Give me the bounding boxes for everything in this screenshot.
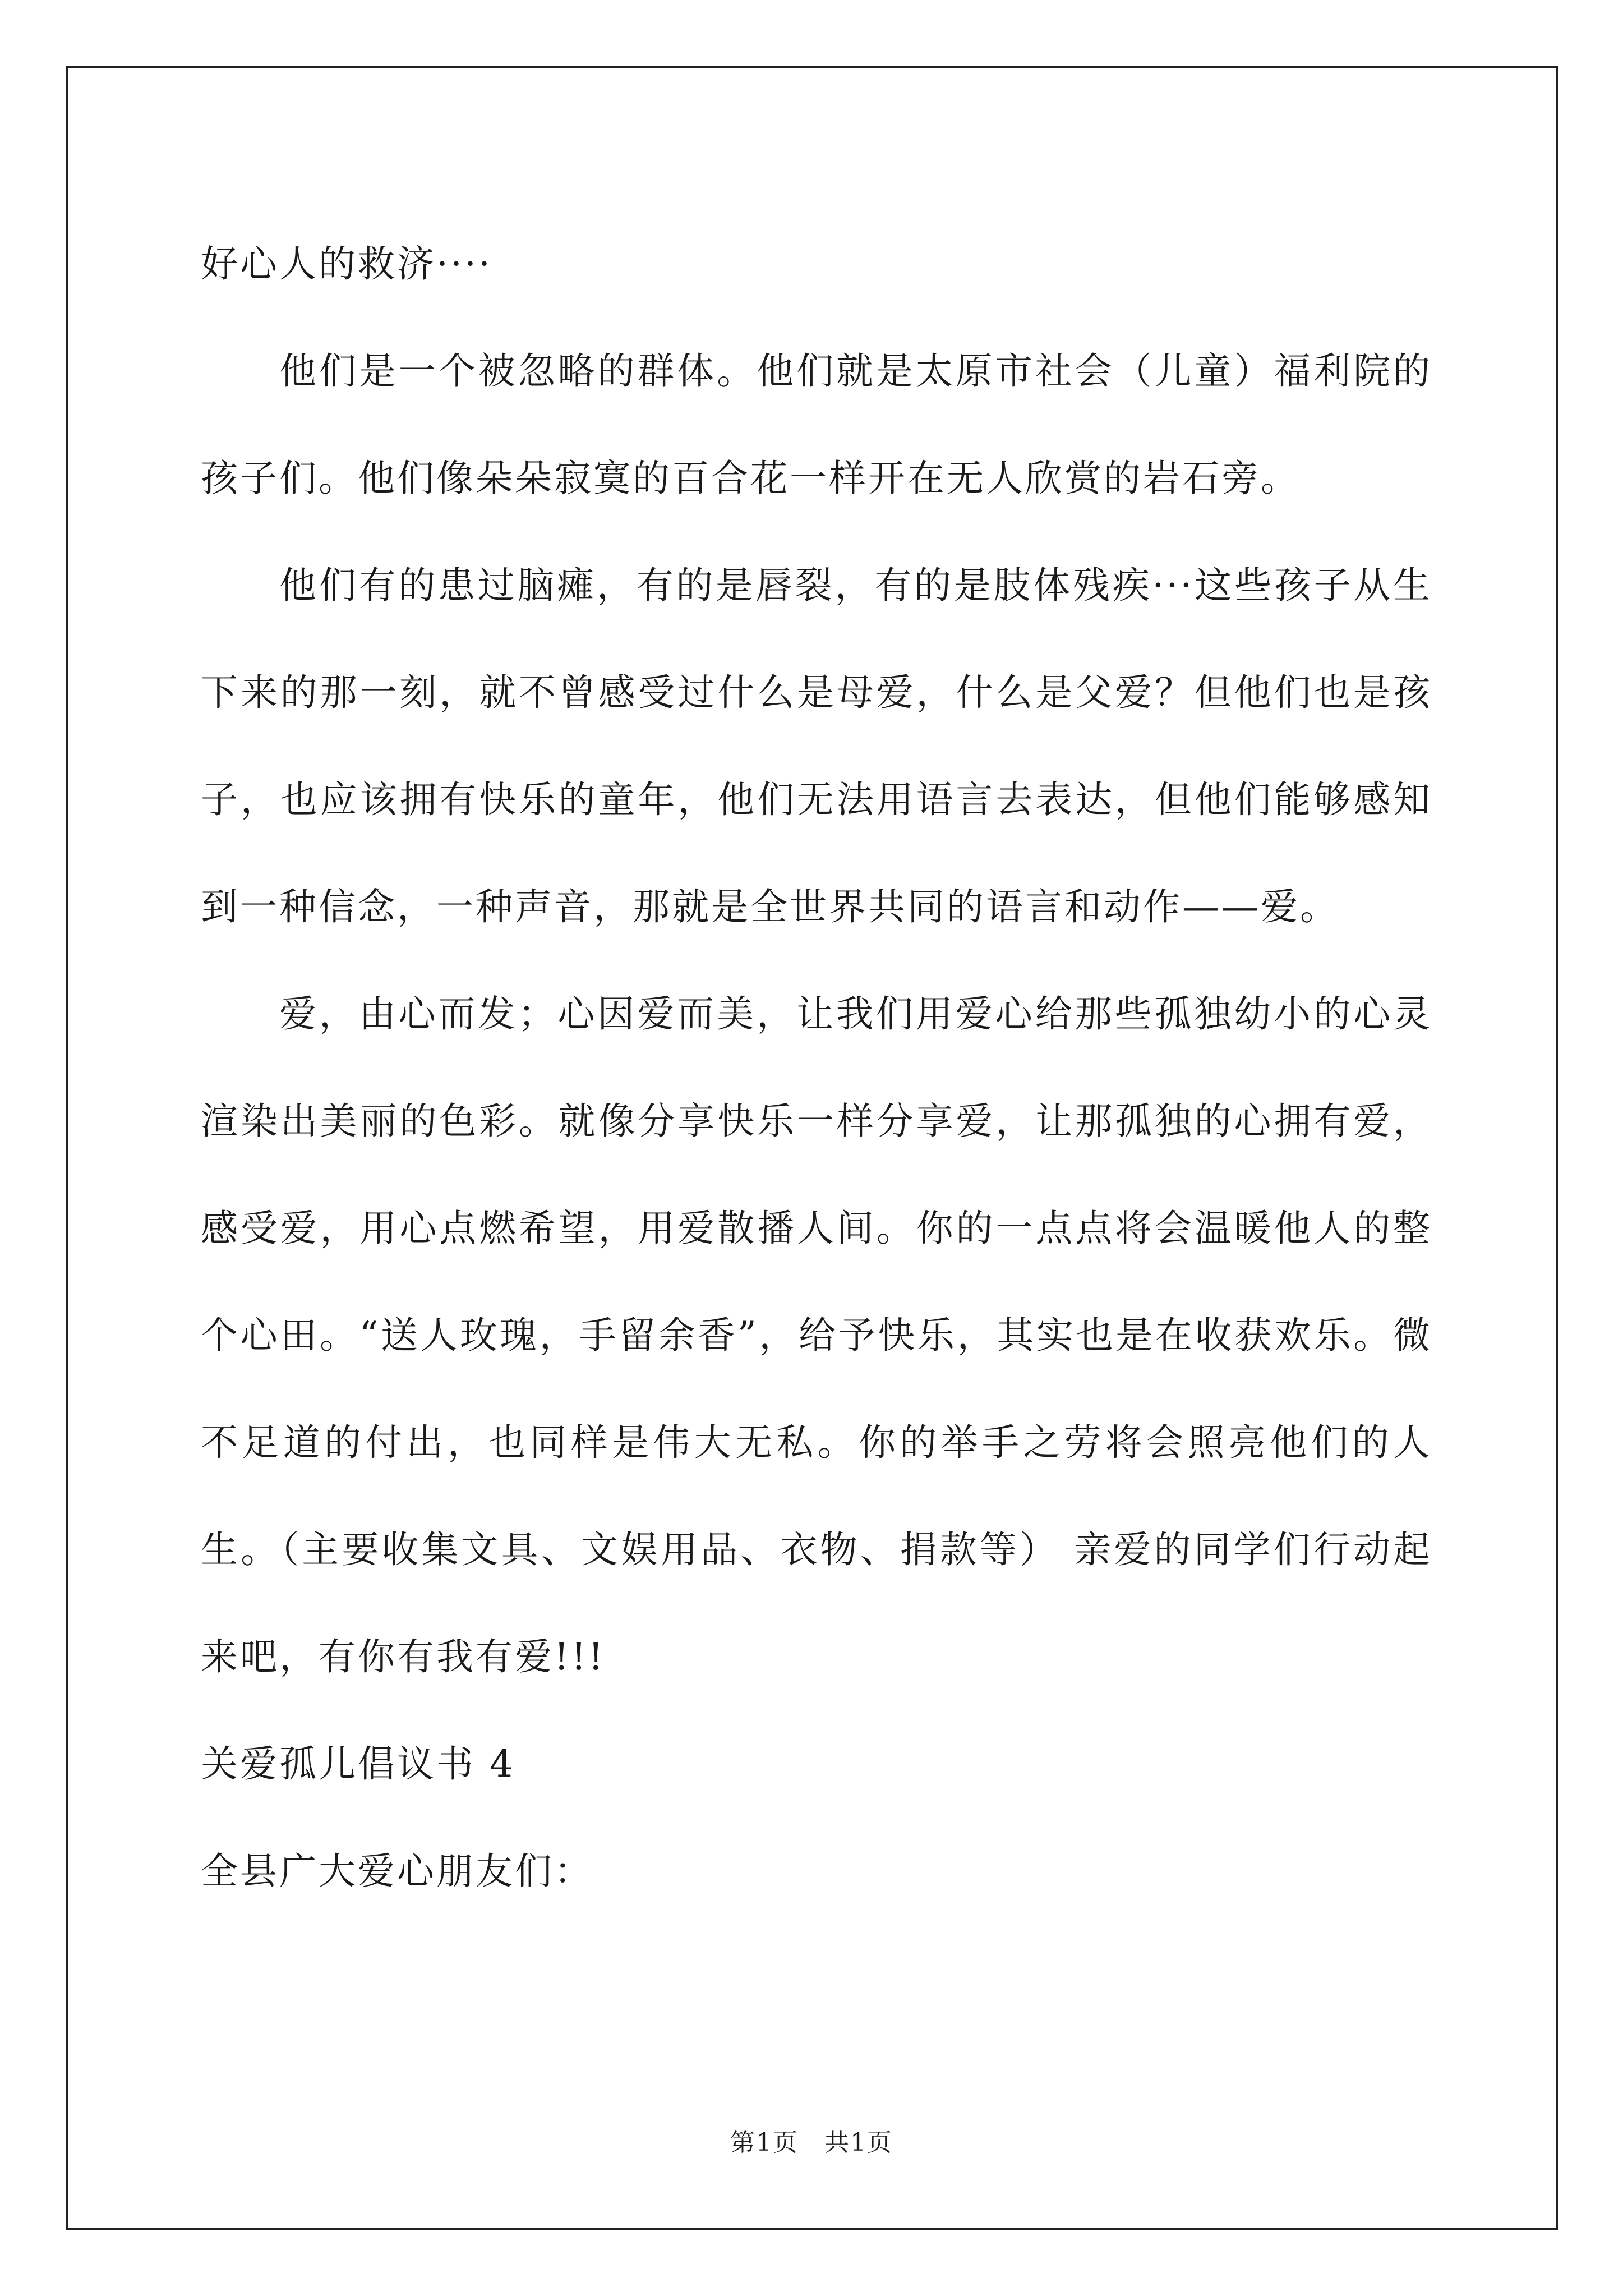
paragraph: 爱，由心而发；心因爱而美，让我们用爱心给那些孤独幼小的心灵渲染出美丽的色彩。就像分享快乐一样分享爱，让那孤独的心拥有爱，感受爱，用心点燃希望，用爱散播人间。你的一点点将会温暖他人的整个心田。“送人玫瑰，手留余香”，给予快乐，其实也是在收获欢乐。微不足道的付出，也同样是伟大无私。你的举手之劳将会照亮他们的人生。（主要收集文具、文娱用品、衣物、捐款等） 亲爱的同学们行动起来吧，有你有我有爱!!! <box>201 992 1432 1678</box>
salutation: 全县广大爱心朋友们： <box>201 1849 593 1893</box>
paragraph: 他们有的患过脑瘫，有的是唇裂，有的是肢体残疾···这些孩子从生下来的那一刻，就不曾感受过什么是母爱，什么是父爱？但他们也是孩子，也应该拥有快乐的童年，他们无法用语言去表达，但他们能够感知到一种信念，一种声音，那就是全世界共同的语言和动作——爱。 <box>201 564 1432 928</box>
document-body <box>201 210 1432 1925</box>
section-heading: 关爱孤儿倡议书 4 <box>201 1742 515 1786</box>
paragraph: 好心人的救济···· <box>201 242 492 286</box>
paragraph: 他们是一个被忽略的群体。他们就是太原市社会（儿童）福利院的孩子们。他们像朵朵寂寞的百合花一样开在无人欣赏的岩石旁。 <box>201 349 1432 500</box>
page-number: 第1页 共1页 <box>730 2128 893 2157</box>
